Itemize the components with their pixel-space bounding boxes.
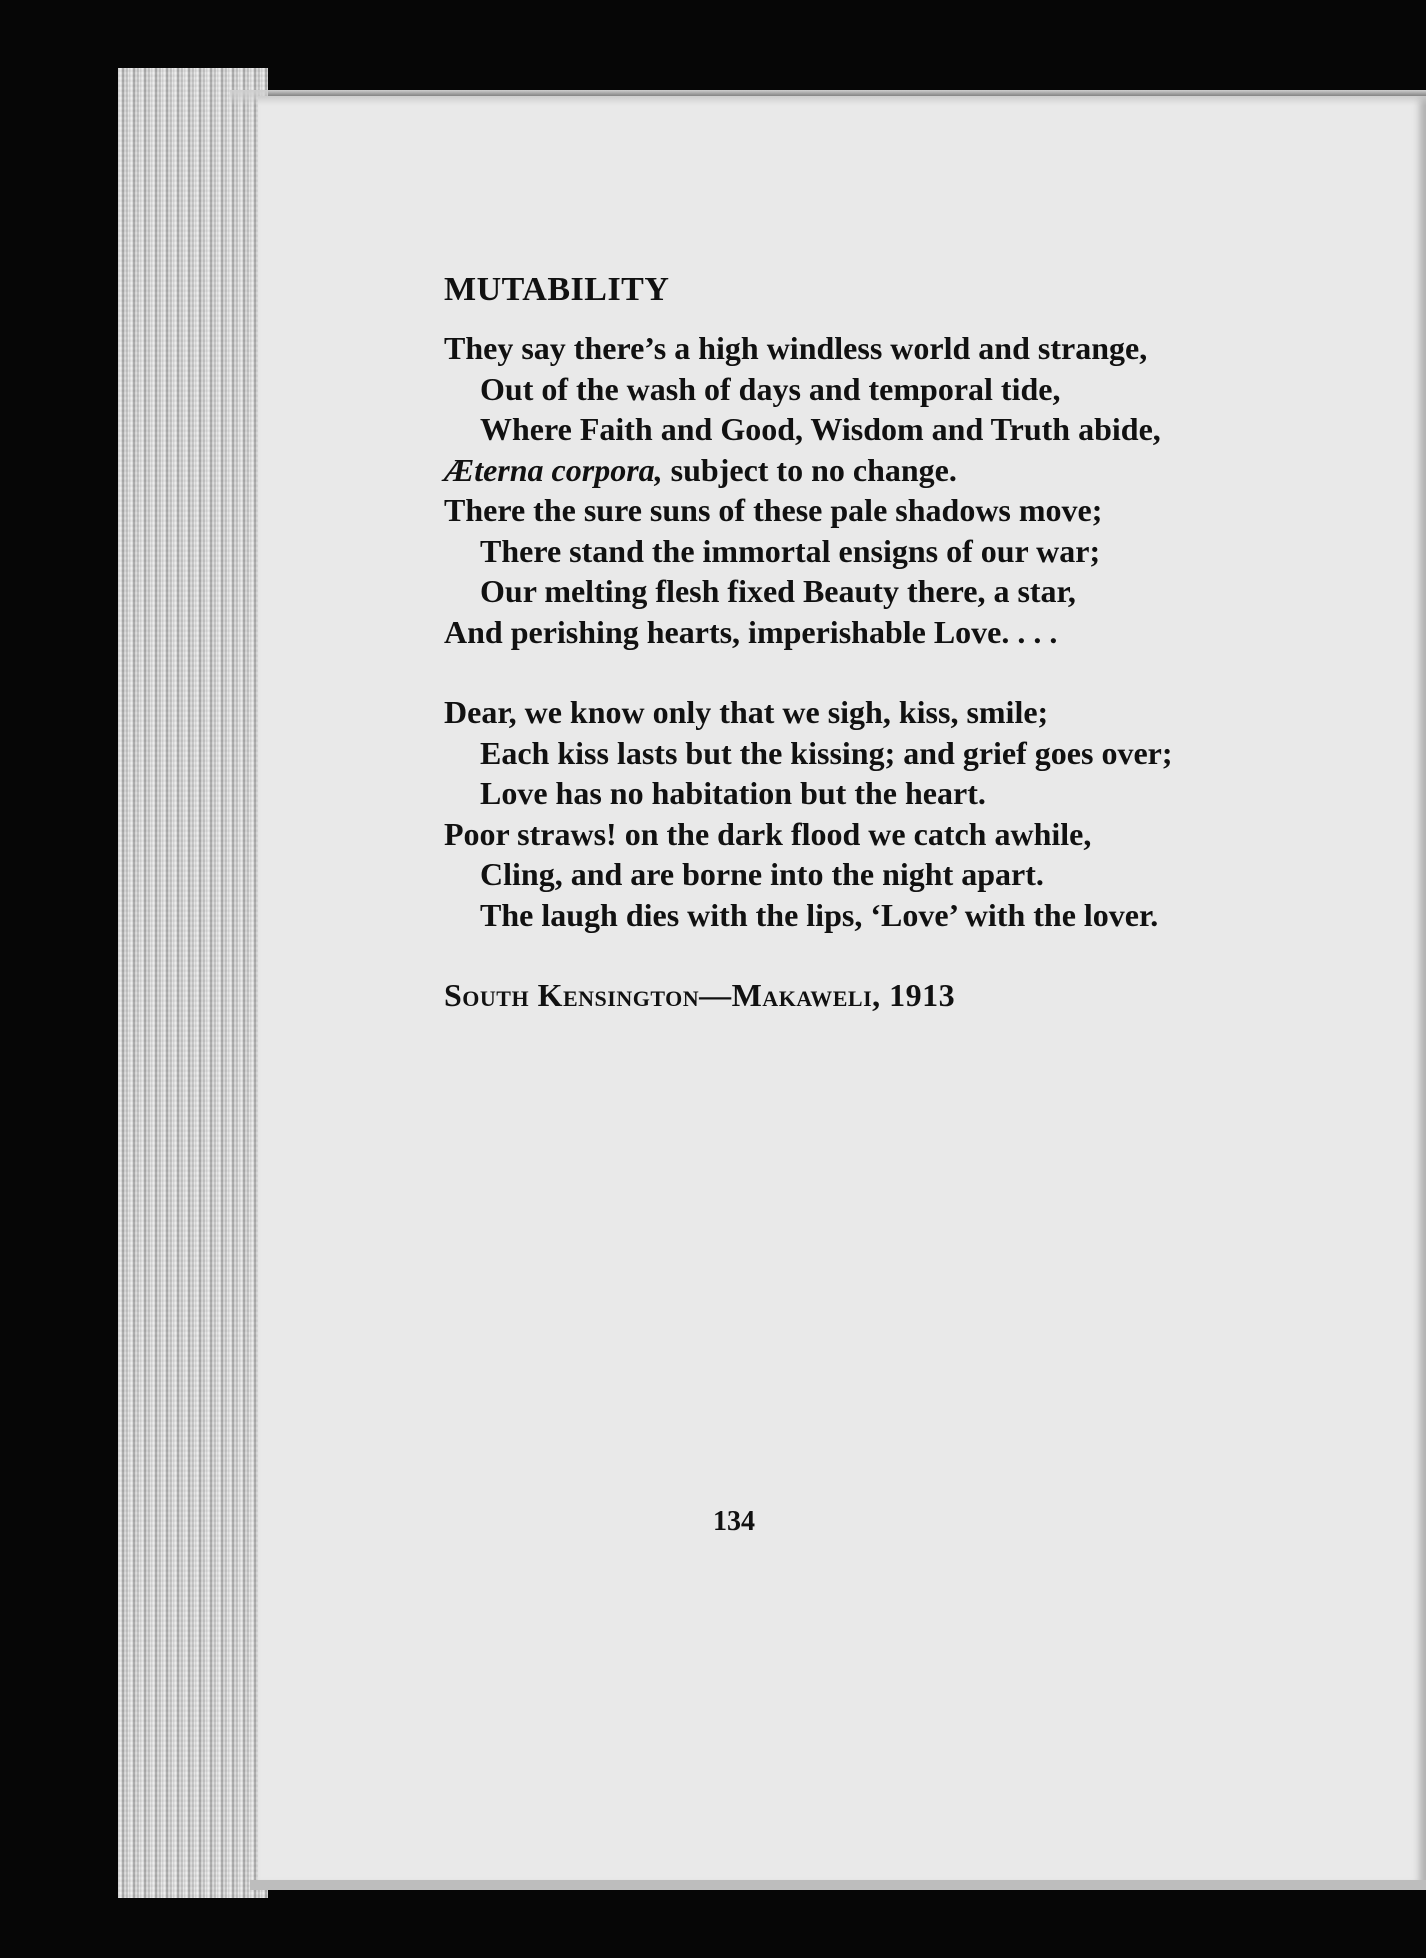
stanza-2 [444,692,1404,935]
poem-line-rest: subject to no change. [670,451,957,488]
poem-line: Cling, and are borne into the night apart. [480,856,1044,892]
stanza-break [444,652,1404,692]
poem-line: Poor straws! on the dark flood we catch awhile, [444,815,1092,852]
poem-signature: South Kensington—Makaweli, 1913 [444,977,956,1013]
poem-line: Love has no habitation but the heart. [480,775,986,811]
poem-line: Out of the wash of days and temporal tide, [480,370,1061,407]
page-edges [118,68,268,1898]
poem-line: There the sure suns of these pale shadows move; [444,492,1103,528]
poem-line: The laugh dies with the lips, ‘Love’ with the lover. [480,896,1159,933]
poem-line [444,450,1404,491]
poem-line: Our melting flesh fixed Beauty there, a star, [480,573,1076,609]
poem-line: Each kiss lasts but the kissing; and grief goes over; [480,734,1173,771]
poem-title: MUTABILITY [444,271,670,308]
stanza-1 [444,328,1404,652]
latin-phrase: Æterna corpora, [444,451,663,488]
poem-line: They say there’s a high windless world and strange, [444,330,1148,366]
poem-line: And perishing hearts, imperishable Love. . . . [444,613,1058,650]
poem-line: There stand the immortal ensigns of our war; [480,532,1101,569]
poem-line: Where Faith and Good, Wisdom and Truth abide, [480,411,1161,447]
poem-line: Dear, we know only that we sigh, kiss, smile; [444,694,1049,730]
page-number: 134 [713,1506,755,1537]
poem [444,270,1404,1015]
page-bottom-edge [250,1880,1426,1890]
page-top-shadow [230,90,1426,106]
